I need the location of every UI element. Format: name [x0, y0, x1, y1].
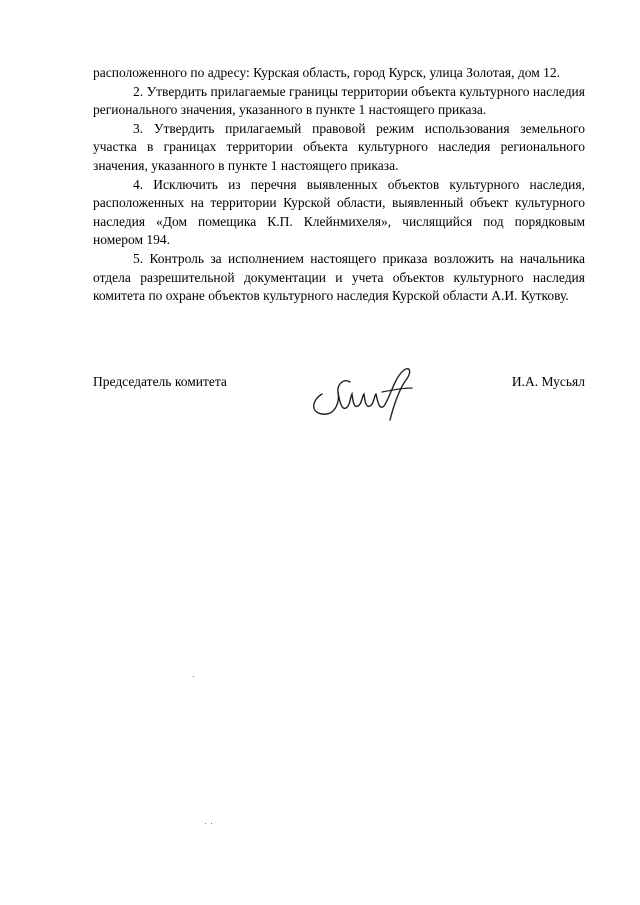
paragraph-item-4: 4. Исключить из перечня выявленных объектов культурного наследия, расположенных на территории Курской области, выявленный объект культурного наследия «Дом помещика К.П. Клейнмихеля», числящийся под порядковым номером 194.: [93, 176, 585, 248]
paragraph-item-5: 5. Контроль за исполнением настоящего приказа возложить на начальника отдела разрешительной документации и учета объектов культурного наследия комитета по охране объектов культурного наследия Курской области А.И. Куткову.: [93, 250, 585, 304]
paragraph-item-2: 2. Утвердить прилагаемые границы территории объекта культурного наследия регионального значения, указанного в пункте 1 настоящего приказа.: [93, 83, 585, 118]
scan-speck: [205, 823, 206, 824]
paragraph-item-3: 3. Утвердить прилагаемый правовой режим использования земельного участка в границах территории объекта культурного наследия регионального значения, указанного в пункте 1 настоящего приказа.: [93, 120, 585, 173]
paragraph-address-continuation: расположенного по адресу: Курская область, город Курск, улица Золотая, дом 12.: [93, 65, 560, 80]
scan-speck: [211, 823, 212, 824]
handwritten-signature: [308, 364, 418, 424]
scan-speck: [193, 676, 194, 677]
signatory-title: Председатель комитета: [93, 374, 227, 389]
signatory-name: И.А. Мусьял: [511, 374, 585, 389]
signature-block: [93, 364, 585, 424]
order-body-text: [93, 64, 585, 306]
